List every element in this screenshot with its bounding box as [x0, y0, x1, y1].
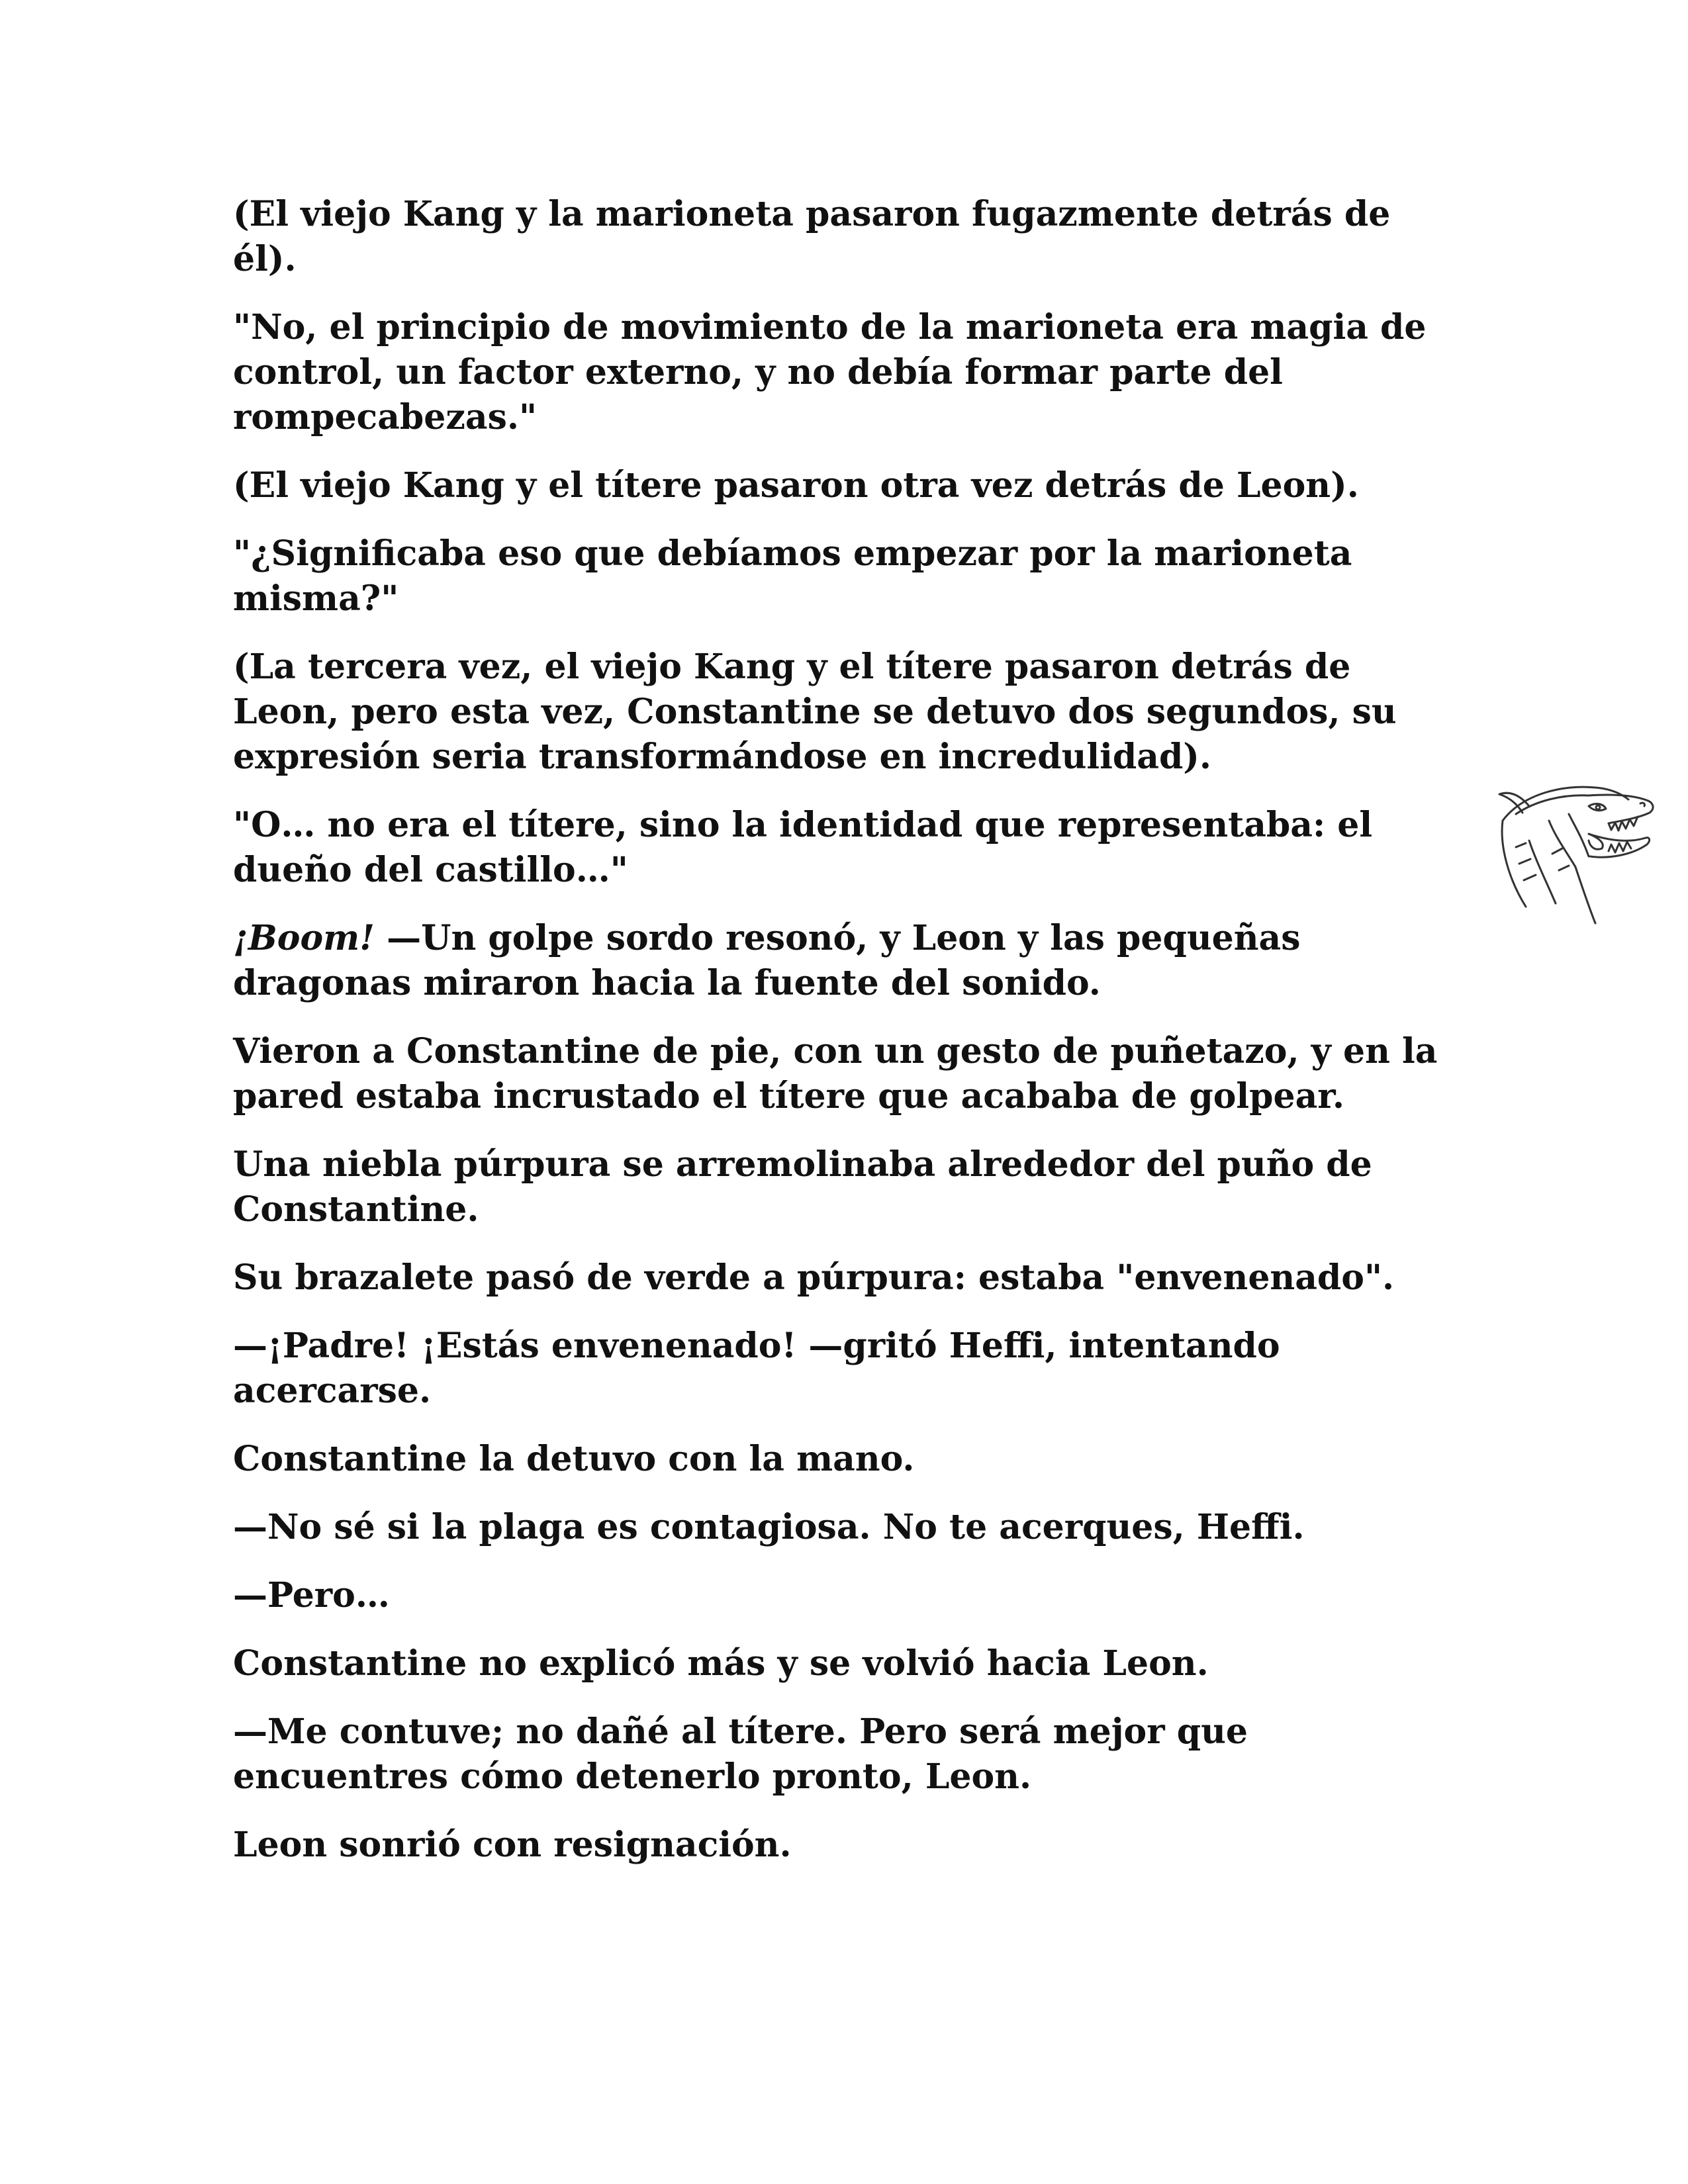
boom-rest: —Un golpe sordo resonó, y Leon y las pequeñas dragonas miraron hacia la fuente del sonido.: [233, 918, 1301, 1003]
paragraph: Constantine no explicó más y se volvió hacia Leon.: [233, 1643, 1209, 1684]
paragraph: (La tercera vez, el viejo Kang y el títere pasaron detrás de Leon, pero esta vez, Constantine se detuvo dos segundos, su expresión seria transformándose en incredulidad).: [233, 647, 1397, 777]
boom-word: ¡Boom!: [233, 918, 375, 958]
paragraph: Vieron a Constantine de pie, con un gesto de puñetazo, y en la pared estaba incrustado el títere que acababa de golpear.: [233, 1031, 1438, 1116]
paragraph: Leon sonrió con resignación.: [233, 1825, 792, 1865]
paragraph: —Pero…: [233, 1575, 390, 1615]
paragraph: (El viejo Kang y el títere pasaron otra vez detrás de Leon).: [233, 465, 1359, 506]
paragraph: —¡Padre! ¡Estás envenenado! —gritó Heffi, intentando acercarse.: [233, 1326, 1280, 1411]
paragraph-boom: [233, 916, 1464, 1006]
paragraph: —No sé si la plaga es contagiosa. No te acerques, Heffi.: [233, 1507, 1305, 1547]
paragraph: (El viejo Kang y la marioneta pasaron fugazmente detrás de él).: [233, 194, 1391, 279]
paragraph: "No, el principio de movimiento de la marioneta era magia de control, un factor externo, y no debía formar parte del rompecabezas.": [233, 307, 1427, 437]
dragon-head-icon: [1489, 774, 1662, 933]
paragraph: "O… no era el títere, sino la identidad que representaba: el dueño del castillo…": [233, 805, 1373, 890]
paragraph: Su brazalete pasó de verde a púrpura: estaba "envenenado".: [233, 1257, 1395, 1298]
story-text: [233, 192, 1464, 1891]
paragraph: —Me contuve; no dañé al títere. Pero será mejor que encuentres cómo detenerlo pronto, Leon.: [233, 1711, 1248, 1797]
paragraph: Constantine la detuvo con la mano.: [233, 1439, 915, 1479]
paragraph: "¿Significaba eso que debíamos empezar por la marioneta misma?": [233, 533, 1352, 619]
paragraph: Una niebla púrpura se arremolinaba alrededor del puño de Constantine.: [233, 1144, 1372, 1230]
